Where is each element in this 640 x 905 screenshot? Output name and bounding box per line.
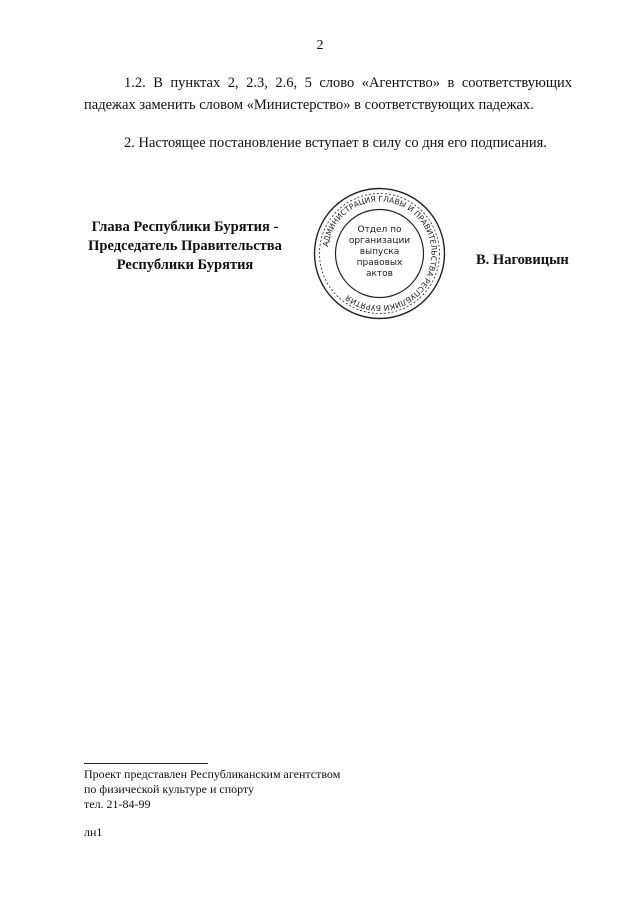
footer-note-line: тел. 21-84-99 <box>84 797 151 811</box>
footer-divider <box>84 763 208 764</box>
seal-center-line: правовых <box>356 258 403 268</box>
document-code: лн1 <box>84 825 103 839</box>
signatory-title-line: Председатель Правительства <box>88 238 282 254</box>
page-number: 2 <box>316 38 324 53</box>
seal-center-line: актов <box>365 269 394 279</box>
paragraph-amendment: 1.2. В пунктах 2, 2.3, 2.6, 5 слово «Агентство» в соответствующих падежах заменить словом «Министерство» в соответствующих падежах. <box>84 75 572 113</box>
footer-note <box>84 767 340 812</box>
seal-ring-textpath: АДМИНИСТРАЦИЯ ГЛАВЫ И ПРАВИТЕЛЬСТВА РЕСПУБЛИКИ БУРЯТИЯ <box>320 194 439 313</box>
paragraph-effective-date: 2. Настоящее постановление вступает в силу со дня его подписания. <box>124 135 547 151</box>
signatory-title <box>80 218 290 275</box>
official-seal-stamp <box>312 186 447 321</box>
seal-center-line: организации <box>348 236 411 246</box>
footer-note-line: по физической культуре и спорту <box>84 782 255 796</box>
footer-note-line: Проект представлен Республиканским агентством <box>84 767 341 781</box>
signatory-name: В. Наговицын <box>476 252 569 268</box>
signatory-title-line: Глава Республики Бурятия - <box>91 219 279 235</box>
seal-center-line: Отдел по <box>357 225 402 235</box>
signatory-title-line: Республики Бурятия <box>116 257 254 273</box>
seal-center-line: выпуска <box>359 247 400 257</box>
